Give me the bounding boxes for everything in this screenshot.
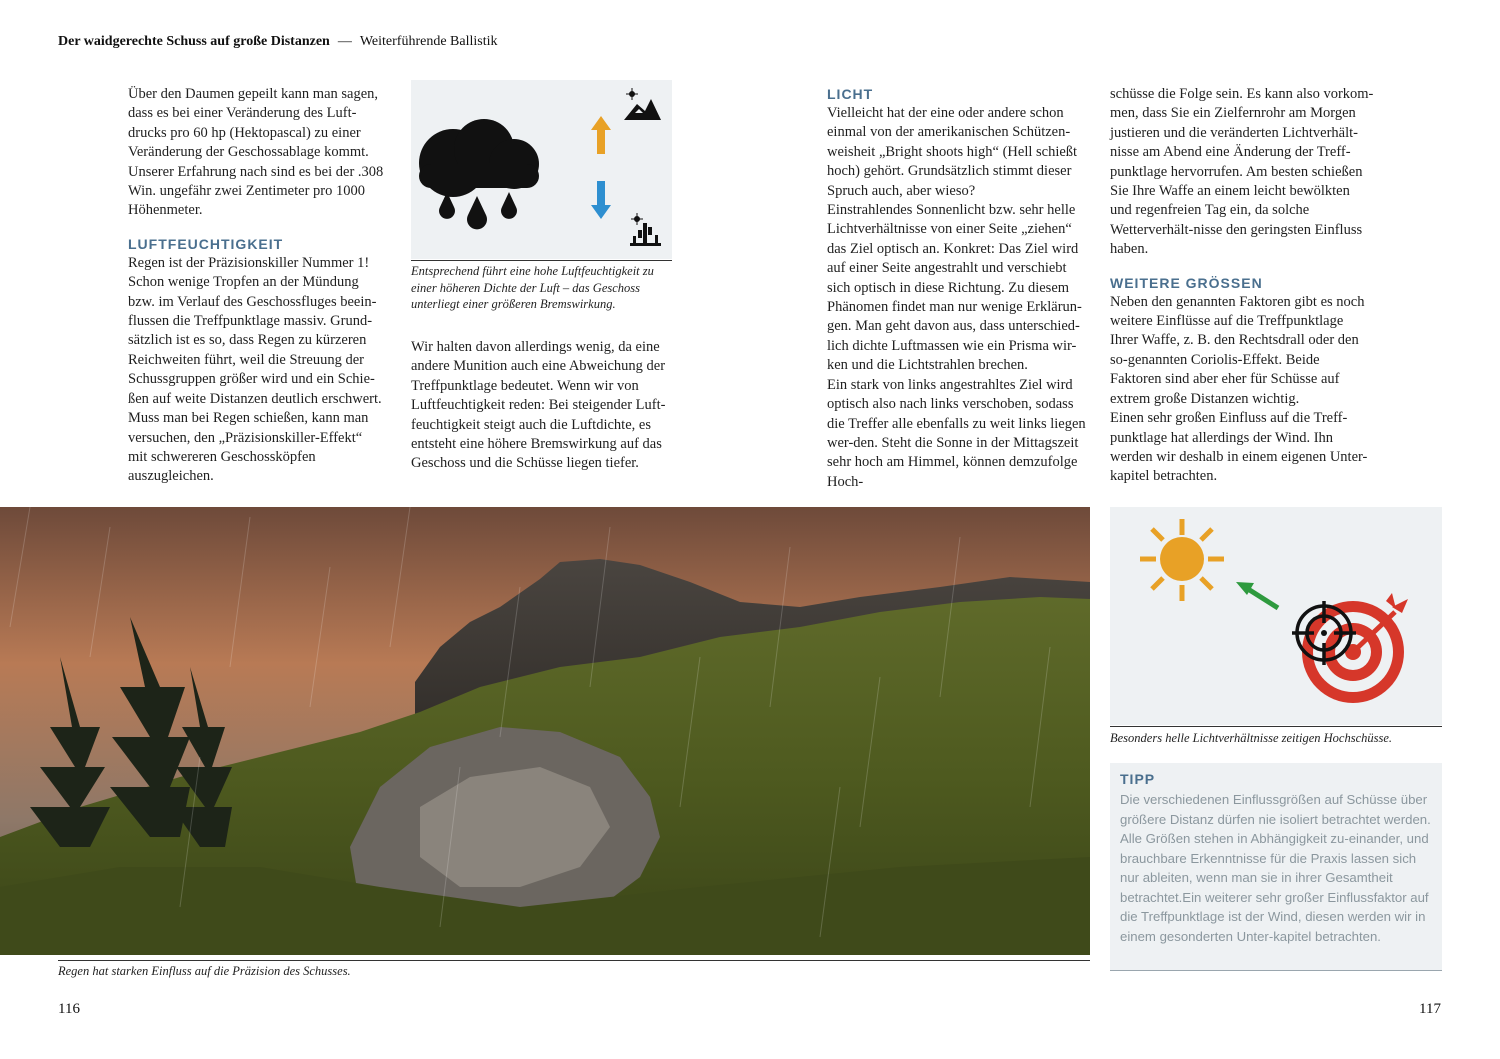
humidity-figure	[411, 80, 672, 259]
column-1	[128, 85, 384, 487]
page-number-left: 116	[58, 1001, 80, 1017]
up-arrow-icon	[591, 116, 611, 154]
humidity-figure-caption: Entsprechend führt eine hohe Luftfeuchtigkeit zu einer höheren Dichte der Luft – das Geschoss unterliegt einer größeren Bremswirkung.	[411, 264, 654, 311]
col1-body-paragraph: Regen ist der Präzisionskiller Nummer 1! Schon wenige Tropfen an der Mündung bzw. im Verlauf des Geschossfluges beein-flussen die Treffpunktlage massiv. Grund-sätzlich ist es so, dass Regen zu kürzeren Reichweiten führt, weil die Streuung der Schussgruppen größer wird und ein Schie-ßen auf weite Distanzen deutlich erschwert. Muss man bei Regen schießen, kann man versuchen, den „Präzisionskiller-Effekt“ mit schwereren Geschossköpfen auszugleichen.	[128, 254, 382, 485]
col3-paragraph-3: Ein stark von links angestrahltes Ziel wird optisch also nach links verschoben, sodass die Treffer alle ebenfalls zu weit links liegen wer-den. Steht die Sonne in der Mittagszeit sehr hoch am Himmel, können demzufolge Hoch-	[827, 376, 1086, 490]
col3-paragraph-1: Vielleicht hat der eine oder andere schon einmal von der amerikanischen Schützen-weisheit „Bright shoots high“ (Hell schießt hoch) gehört. Grundsätzlich stimmt dieser Spruch auch, aber wieso?	[827, 105, 1078, 199]
heading-weitere-groessen: WEITERE GRÖSSEN	[1110, 274, 1263, 291]
green-arrow-icon	[1236, 582, 1278, 608]
tipp-title: TIPP	[1120, 771, 1156, 787]
page-number-right: 117	[1419, 1001, 1441, 1017]
running-header	[58, 34, 498, 50]
chapter-title: Weiterführende Ballistik	[359, 34, 498, 49]
rain-mountain-photo	[0, 507, 1090, 955]
light-illustration	[1110, 507, 1442, 725]
sun-disc	[1160, 537, 1204, 581]
photo-illustration	[0, 507, 1090, 955]
column-4	[1110, 85, 1374, 487]
column-2	[411, 338, 673, 474]
tipp-body: Die verschiedenen Einflussgrößen auf Schüsse über größere Distanz dürfen nie isoliert betrachtet werden. Alle Größen stehen in Abhängigkeit zu-einander, und brauchbare Erkenntnisse für die Praxis lassen sich nur ableiten, wenn man sie in ihrer Gesamtheit betrachtet.Ein weiterer sehr großer Einflussfaktor auf die Treffpunktlage ist der Wind, diesen werden wir in einem gesonderten Unter-kapitel betrachten.	[1120, 792, 1431, 944]
desert-cactus-icon	[630, 213, 661, 246]
header-separator: —	[337, 34, 352, 49]
column-3	[827, 85, 1091, 492]
light-figure-rule	[1110, 726, 1442, 727]
col4-paragraph-1: schüsse die Folge sein. Es kann also vorkom-men, dass Sie ein Zielfernrohr am Morgen justieren und die veränderten Lichtverhält-nisse am Abend eine Änderung der Treff-punktlage hervorrufen. Am besten schießen Sie Ihre Waffe an einem leicht bewölkten und regenfreien Tag ein, da solche Wetterverhält-nisse den geringsten Einfluss haben.	[1110, 86, 1374, 258]
col3-paragraph-2: Einstrahlendes Sonnenlicht bzw. sehr helle Lichtverhältnisse von einer Seite „ziehen“ das Ziel optisch an. Konkret: Das Ziel wird auf einer Seite angestrahlt und verschiebt sich optisch in diese Richtung. Zu diesem Phänomen findet man nur wenige Erklärun-gen. Man geht davon aus, dass unterschied-lich dichte Luftmassen wie ein Prisma wir-ken und die Lichtstrahlen brechen.	[827, 202, 1082, 374]
light-figure-caption: Besonders helle Lichtverhältnisse zeitigen Hochschüsse.	[1110, 731, 1393, 745]
photo-rule	[58, 960, 1090, 961]
humidity-illustration	[411, 80, 672, 259]
photo-caption: Regen hat starken Einfluss auf die Präzision des Schusses.	[58, 964, 351, 978]
heading-licht: LICHT	[827, 86, 874, 102]
col4-paragraph-3: Einen sehr großen Einfluss auf die Treff-punktlage hat allerdings der Wind. Ihn werden wir deshalb in einem eigenen Unter-kapitel betrachten.	[1110, 410, 1368, 485]
tipp-box	[1110, 763, 1442, 971]
mountain-sun-icon	[624, 88, 661, 120]
book-title: Der waidgerechte Schuss auf große Distanzen	[58, 34, 330, 49]
rain-cloud-icon	[419, 119, 539, 229]
col2-body-paragraph: Wir halten davon allerdings wenig, da eine andere Munition auch eine Abweichung der Treffpunktlage bedeutet. Wenn wir von Luftfeuchtigkeit reden: Bei steigender Luft-feuchtigkeit steigt auch die Luftdichte, es entsteht eine höhere Bremswirkung auf das Geschoss und die Schüsse liegen tiefer.	[411, 339, 666, 472]
figure-rule	[411, 260, 672, 261]
col1-intro-paragraph: Über den Daumen gepeilt kann man sagen, dass es bei einer Veränderung des Luft-drucks pro 60 hp (Hektopascal) zu einer Veränderung der Geschossablage kommt. Unserer Erfahrung nach sind es bei der .308 Win. ungefähr zwei Zentimeter pro 1000 Höhenmeter.	[128, 86, 384, 219]
heading-luftfeuchtigkeit: LUFTFEUCHTIGKEIT	[128, 235, 284, 252]
down-arrow-icon	[591, 181, 611, 219]
light-figure	[1110, 507, 1442, 725]
col4-paragraph-2: Neben den genannten Faktoren gibt es noch weitere Einflüsse auf die Treffpunktlage Ihrer Waffe, z. B. den Rechtsdrall oder den so-genannten Coriolis-Effekt. Beide Faktoren sind aber eher für Schüsse auf extrem große Distanzen wichtig.	[1110, 293, 1365, 407]
